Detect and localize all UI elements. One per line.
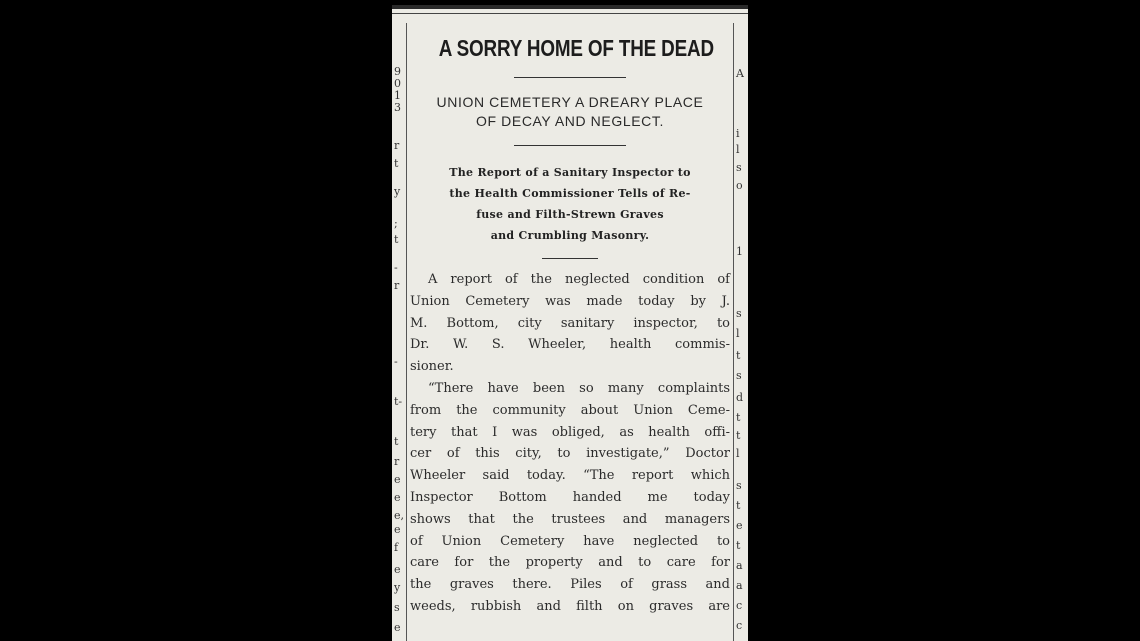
column-fragment: t	[736, 539, 741, 552]
column-fragment: 3	[394, 101, 401, 114]
column-fragment: d	[736, 391, 744, 404]
column-fragment: t	[736, 411, 741, 424]
column-fragment: r	[394, 139, 400, 152]
column-fragment: ;	[394, 217, 398, 230]
column-fragment: e	[394, 473, 401, 486]
column-fragment: o	[736, 179, 743, 192]
left-adjacent-column	[392, 23, 407, 641]
column-fragment: 1	[394, 89, 401, 102]
body-line: Union Cemetery was made today by J.	[410, 293, 730, 309]
column-fragment: e	[394, 491, 401, 504]
deck-line: fuse and Filth-Strewn Graves	[476, 208, 664, 221]
deck-line: The Report of a Sanitary Inspector to	[449, 166, 691, 179]
column-fragment: a	[736, 559, 743, 572]
column-fragment: f	[394, 541, 399, 554]
column-fragment: c	[736, 599, 743, 612]
article-body	[410, 269, 730, 618]
article-column	[410, 23, 730, 618]
deck-divider	[542, 258, 598, 259]
column-fragment: 0	[394, 77, 401, 90]
column-fragment: s	[736, 307, 742, 320]
body-line: tery that I was obliged, as health offi-	[410, 424, 730, 440]
subhead-divider	[514, 145, 626, 146]
body-line: weeds, rubbish and filth on graves are	[410, 598, 730, 614]
headline-divider	[514, 77, 626, 78]
body-line: M. Bottom, city sanitary inspector, to	[410, 315, 730, 331]
column-fragment: c	[736, 619, 743, 632]
column-fragment: a	[736, 579, 743, 592]
column-fragment: y	[394, 581, 401, 594]
column-fragment: i	[736, 127, 740, 140]
top-border-rule-thin	[392, 13, 748, 14]
body-line: “There have been so many complaints	[428, 380, 730, 396]
column-fragment: l	[736, 327, 740, 340]
article-headline: A SORRY HOME OF THE DEAD	[438, 35, 714, 61]
body-line: Inspector Bottom handed me today	[410, 489, 730, 505]
column-fragment: e	[394, 523, 401, 536]
column-fragment: t	[394, 157, 399, 170]
column-fragment: r	[394, 455, 400, 468]
column-fragment: s	[736, 479, 742, 492]
subhead-line: UNION CEMETERY A DREARY PLACE	[436, 94, 704, 110]
column-fragment: l	[736, 143, 740, 156]
right-adjacent-column	[733, 23, 748, 641]
column-fragment: t	[394, 233, 399, 246]
column-fragment: e	[394, 563, 401, 576]
column-fragment: t	[736, 349, 741, 362]
subhead-line: OF DECAY AND NEGLECT.	[476, 113, 664, 129]
column-fragment: t	[736, 429, 741, 442]
column-fragment: A	[736, 67, 744, 80]
column-fragment: y	[394, 185, 401, 198]
column-fragment: l	[736, 447, 740, 460]
newspaper-clipping	[392, 5, 748, 641]
body-line: Wheeler said today. “The report which	[410, 468, 730, 484]
deck-line: the Health Commissioner Tells of Re-	[449, 187, 691, 200]
article-subhead	[410, 93, 730, 131]
article-deck	[410, 162, 730, 246]
column-fragment: e	[394, 621, 401, 634]
column-fragment: -	[394, 355, 398, 368]
body-line: of Union Cemetery have neglected to	[410, 533, 730, 549]
column-fragment: s	[736, 369, 742, 382]
column-fragment: s	[736, 161, 742, 174]
body-line: sioner.	[410, 359, 454, 375]
column-fragment: e	[736, 519, 743, 532]
column-fragment: e,	[394, 509, 405, 522]
column-fragment: t	[394, 435, 399, 448]
column-fragment: t	[736, 499, 741, 512]
column-fragment: 9	[394, 65, 401, 78]
body-line: from the community about Union Ceme-	[410, 402, 730, 418]
column-fragment: -	[394, 261, 398, 274]
body-line: cer of this city, to investigate,” Doctor	[410, 446, 730, 462]
deck-line: and Crumbling Masonry.	[490, 229, 650, 242]
body-line: A report of the neglected condition of	[428, 272, 730, 287]
body-line: Dr. W. S. Wheeler, health commis-	[410, 337, 730, 353]
body-line: care for the property and to care for	[410, 555, 730, 571]
column-fragment: 1	[736, 245, 743, 258]
body-line: shows that the trustees and managers	[410, 511, 730, 527]
body-line: the graves there. Piles of grass and	[410, 577, 730, 593]
column-fragment: r	[394, 279, 400, 292]
column-fragment: s	[394, 601, 400, 614]
column-fragment: t-	[394, 395, 403, 408]
top-border-rule	[392, 5, 748, 9]
